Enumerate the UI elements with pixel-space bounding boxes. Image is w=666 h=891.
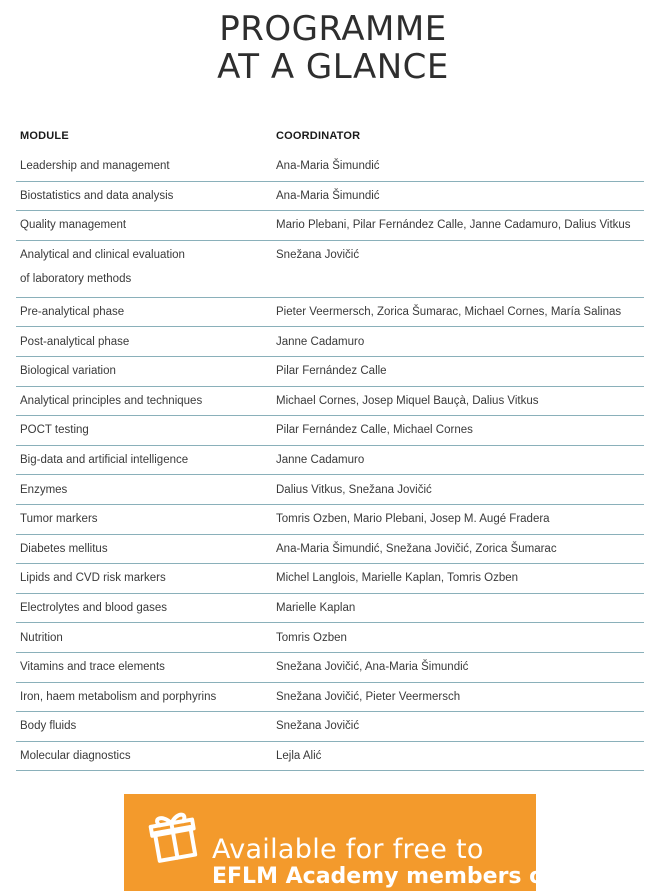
title-line-2: AT A GLANCE: [217, 47, 449, 87]
coordinator-cell: Ana-Maria Šimundić: [276, 160, 380, 173]
module-cell: Analytical principles and techniques: [20, 394, 203, 407]
coordinator-cell: Michael Cornes, Josep Miquel Bauçà, Dalius Vitkus: [276, 394, 539, 407]
page-title: [0, 10, 666, 86]
table-row: [16, 712, 644, 742]
coordinator-cell: Michel Langlois, Marielle Kaplan, Tomris Ozben: [276, 572, 519, 585]
coordinator-cell: Pilar Fernández Calle, Michael Cornes: [276, 424, 473, 437]
table-row: [16, 446, 644, 476]
module-cell: Diabetes mellitus: [20, 542, 108, 555]
module-cell: Biological variation: [20, 365, 116, 378]
coordinator-cell: Marielle Kaplan: [276, 602, 356, 615]
table-row: [16, 742, 644, 772]
coordinator-cell: Snežana Jovičić, Pieter Veermersch: [276, 690, 461, 703]
coordinator-cell: Ana-Maria Šimundić, Snežana Jovičić, Zorica Šumarac: [276, 542, 557, 555]
table-row: [16, 387, 644, 417]
module-cell: Post-analytical phase: [20, 335, 130, 348]
table-row: [16, 653, 644, 683]
banner-subline: EFLM Academy members only: [212, 864, 582, 889]
module-cell-line-1: Analytical and clinical evaluation: [20, 248, 185, 261]
table-row: [16, 416, 644, 446]
coordinator-cell: Ana-Maria Šimundić: [276, 189, 380, 202]
coordinator-cell: Snežana Jovičić: [276, 720, 360, 733]
module-cell: Iron, haem metabolism and porphyrins: [20, 690, 217, 703]
table-row: [16, 152, 644, 182]
coordinator-cell: Janne Cadamuro: [276, 454, 365, 467]
table-row: [16, 535, 644, 565]
banner-headline: Available for free to: [212, 834, 484, 865]
module-cell: Pre-analytical phase: [20, 306, 125, 319]
table-row: [16, 623, 644, 653]
table-row: [16, 564, 644, 594]
coordinator-cell: Lejla Alić: [276, 749, 322, 762]
coordinator-cell: Snežana Jovičić, Ana-Maria Šimundić: [276, 661, 469, 674]
module-cell: POCT testing: [20, 424, 89, 437]
module-cell: Tumor markers: [20, 513, 98, 526]
module-cell: Leadership and management: [20, 160, 170, 173]
table-row: [16, 505, 644, 535]
programme-table: [16, 120, 644, 771]
table-row: [16, 211, 644, 241]
module-cell: Enzymes: [20, 483, 68, 496]
module-cell: Vitamins and trace elements: [20, 661, 165, 674]
module-cell: Body fluids: [20, 720, 77, 733]
module-cell: Biostatistics and data analysis: [20, 189, 174, 202]
table-row: [16, 182, 644, 212]
header-module: MODULE: [20, 130, 69, 142]
gift-icon: [146, 808, 202, 864]
module-cell: Electrolytes and blood gases: [20, 602, 168, 615]
coordinator-cell: Pilar Fernández Calle: [276, 365, 387, 378]
coordinator-cell: Dalius Vitkus, Snežana Jovičić: [276, 483, 432, 496]
table-row: [16, 298, 644, 328]
module-cell: [16, 241, 274, 291]
coordinator-cell: Snežana Jovičić: [276, 248, 360, 261]
coordinator-cell: Janne Cadamuro: [276, 335, 365, 348]
table-row: [16, 683, 644, 713]
table-row: [16, 327, 644, 357]
header-coordinator: COORDINATOR: [276, 130, 361, 142]
module-cell: Nutrition: [20, 631, 63, 644]
module-cell: Big-data and artificial intelligence: [20, 454, 189, 467]
coordinator-cell: Pieter Veermersch, Zorica Šumarac, Michael Cornes, María Salinas: [276, 306, 622, 319]
table-row: [16, 594, 644, 624]
module-cell: Molecular diagnostics: [20, 749, 131, 762]
free-access-banner[interactable]: [124, 794, 582, 891]
coordinator-cell: Mario Plebani, Pilar Fernández Calle, Janne Cadamuro, Dalius Vitkus: [276, 219, 631, 232]
table-row: [16, 357, 644, 387]
table-header: [16, 120, 644, 152]
module-cell: Quality management: [20, 219, 127, 232]
module-cell: Lipids and CVD risk markers: [20, 572, 166, 585]
coordinator-cell: Tomris Ozben: [276, 631, 347, 644]
title-line-1: PROGRAMME: [219, 9, 447, 49]
table-row: [16, 475, 644, 505]
module-cell-line-2: of laboratory methods: [20, 272, 132, 285]
coordinator-cell: Tomris Ozben, Mario Plebani, Josep M. Augé Fradera: [276, 513, 550, 526]
table-row: [16, 241, 644, 298]
